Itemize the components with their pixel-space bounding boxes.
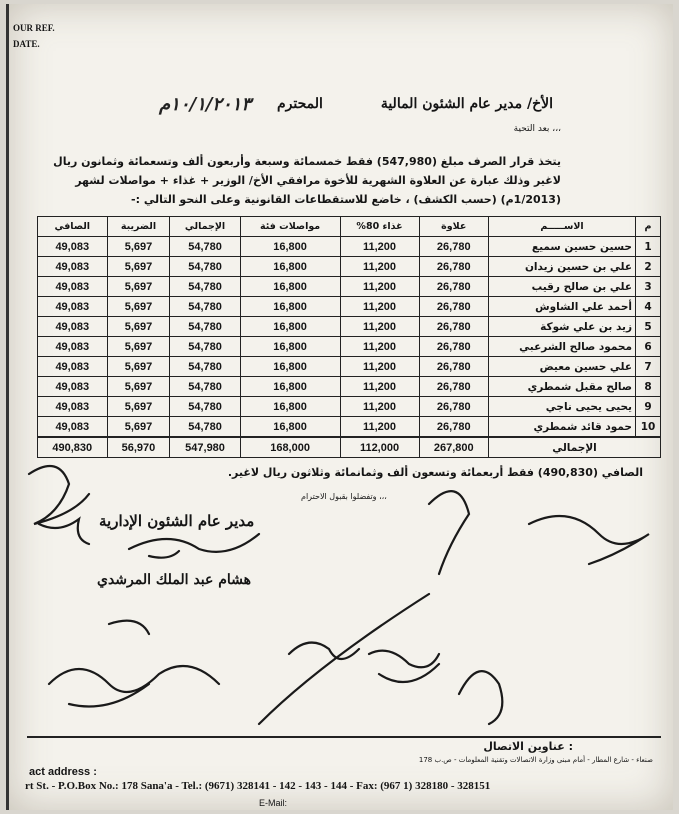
row-no: 2 (636, 257, 661, 277)
row-net: 49,083 (38, 277, 108, 297)
row-net: 49,083 (38, 317, 108, 337)
row-name: يحيى يحيى ناجي (489, 397, 636, 417)
row-no: 4 (636, 297, 661, 317)
row-tax: 5,697 (107, 377, 170, 397)
reference-block (13, 20, 55, 52)
honorific: المحترم (277, 96, 323, 112)
row-food: 11,200 (340, 297, 419, 317)
row-tax: 5,697 (107, 297, 170, 317)
row-name: حمود قائد شمطري (489, 417, 636, 438)
row-allowance: 26,780 (419, 257, 488, 277)
row-no: 9 (636, 397, 661, 417)
row-no: 1 (636, 237, 661, 257)
col-tax: الضريبة (107, 217, 170, 237)
signature-title: مدير عام الشئون الإدارية (99, 512, 255, 530)
table-row (38, 337, 661, 357)
handwritten-date: ١٠/١/٢٠١٣م (159, 94, 251, 115)
row-net: 49,083 (38, 397, 108, 417)
row-net: 49,083 (38, 237, 108, 257)
signature-lower-left (49, 621, 219, 707)
row-tax: 5,697 (107, 397, 170, 417)
row-name: حسين حسين سميع (489, 237, 636, 257)
row-allowance: 26,780 (419, 297, 488, 317)
row-allowance: 26,780 (419, 277, 488, 297)
col-no: م (636, 217, 661, 237)
recipient-line: الأخ/ مدير عام الشئون المالية (380, 96, 553, 112)
row-tax: 5,697 (107, 357, 170, 377)
payroll-table (37, 216, 661, 458)
table-row (38, 357, 661, 377)
row-total: 54,780 (170, 317, 240, 337)
table-row (38, 377, 661, 397)
row-food: 11,200 (340, 317, 419, 337)
row-allowance: 26,780 (419, 357, 488, 377)
row-allowance: 26,780 (419, 337, 488, 357)
ref-label: OUR REF. (13, 23, 55, 33)
total-allowance: 267,800 (419, 437, 488, 458)
row-no: 6 (636, 337, 661, 357)
greeting: بعد التحية ،،، (513, 124, 561, 134)
row-transport: 16,800 (240, 377, 340, 397)
row-total: 54,780 (170, 297, 240, 317)
total-tax: 56,970 (107, 437, 170, 458)
signature-right (429, 491, 649, 574)
row-total: 54,780 (170, 357, 240, 377)
table-row (38, 417, 661, 438)
row-name: علي بن صالح رقيب (489, 277, 636, 297)
row-name: زيد بن علي شوكة (489, 317, 636, 337)
row-food: 11,200 (340, 337, 419, 357)
net-amount-statement: الصافي (490,830) فقط أربعمائة وتسعون ألف وثمانمائة وثلاثون ريال لاغير. (227, 466, 643, 479)
row-tax: 5,697 (107, 237, 170, 257)
row-name: أحمد علي الشاوش (489, 297, 636, 317)
row-net: 49,083 (38, 357, 108, 377)
row-net: 49,083 (38, 257, 108, 277)
row-name: علي حسين معيض (489, 357, 636, 377)
row-transport: 16,800 (240, 237, 340, 257)
row-allowance: 26,780 (419, 417, 488, 438)
row-net: 49,083 (38, 337, 108, 357)
row-net: 49,083 (38, 377, 108, 397)
row-food: 11,200 (340, 397, 419, 417)
row-name: علي بن حسين زيدان (489, 257, 636, 277)
row-tax: 5,697 (107, 337, 170, 357)
total-food: 112,000 (340, 437, 419, 458)
row-food: 11,200 (340, 417, 419, 438)
row-tax: 5,697 (107, 277, 170, 297)
row-food: 11,200 (340, 377, 419, 397)
letter-page (6, 4, 673, 810)
col-transport: مواصلات فئة (240, 217, 340, 237)
row-no: 3 (636, 277, 661, 297)
row-tax: 5,697 (107, 417, 170, 438)
contact-heading-english: act address : (29, 766, 97, 778)
row-net: 49,083 (38, 417, 108, 438)
arabic-address: صنعاء - شارع المطار - أمام مبنى وزارة الاتصالات وتقنية المعلومات - ص.ب 178 (418, 756, 653, 764)
table-body (38, 237, 661, 458)
row-allowance: 26,780 (419, 377, 488, 397)
email-label: E-Mail: (259, 798, 288, 808)
address-line: rt St. - P.O.Box No.: 178 Sana'a - Tel.: (9671) 328141 - 142 - 143 - 144 - Fax: (967 1) 328180 - 328151 (25, 780, 491, 792)
body-paragraph: يتخذ قرار الصرف مبلغ (547,980) فقط خمسمائة وسبعة وأربعون ألف وتسعمائة وثمانون ريال لاغير وذلك عبارة عن العلاوة الشهرية للأخوة مرافقي الأخ/ الوزير + غذاء + مواصلات لشهر (1/2013م) (حسب الكشف) ، خاضع للاستقطاعات القانونية وعلى النحو التالي :- (53, 155, 561, 206)
total-transport: 168,000 (240, 437, 340, 458)
row-transport: 16,800 (240, 297, 340, 317)
contact-heading-arabic: عناوين الاتصال : (483, 740, 573, 753)
row-food: 11,200 (340, 237, 419, 257)
row-no: 8 (636, 377, 661, 397)
table-row (38, 297, 661, 317)
row-net: 49,083 (38, 297, 108, 317)
date-label: DATE. (13, 39, 40, 49)
row-tax: 5,697 (107, 257, 170, 277)
row-food: 11,200 (340, 277, 419, 297)
total-label: الإجمالي (489, 437, 661, 458)
row-transport: 16,800 (240, 257, 340, 277)
row-transport: 16,800 (240, 277, 340, 297)
row-food: 11,200 (340, 357, 419, 377)
table-row (38, 317, 661, 337)
row-food: 11,200 (340, 257, 419, 277)
signer-name: هشام عبد الملك المرشدي (97, 572, 252, 588)
row-total: 54,780 (170, 337, 240, 357)
table-row (38, 397, 661, 417)
signature-lower-right (459, 671, 502, 724)
row-transport: 16,800 (240, 417, 340, 438)
table-total-row (38, 437, 661, 458)
row-total: 54,780 (170, 397, 240, 417)
col-allowance: علاوة (419, 217, 488, 237)
total-total: 547,980 (170, 437, 240, 458)
total-net: 490,830 (38, 437, 108, 458)
table-header-row (38, 217, 661, 237)
row-allowance: 26,780 (419, 397, 488, 417)
row-allowance: 26,780 (419, 237, 488, 257)
col-name: الاســـــم (489, 217, 636, 237)
col-net: الصافي (38, 217, 108, 237)
row-allowance: 26,780 (419, 317, 488, 337)
row-name: صالح مقبل شمطري (489, 377, 636, 397)
signature-diagonal (259, 594, 429, 724)
row-total: 54,780 (170, 237, 240, 257)
row-transport: 16,800 (240, 317, 340, 337)
row-transport: 16,800 (240, 337, 340, 357)
row-transport: 16,800 (240, 397, 340, 417)
table-row (38, 237, 661, 257)
approval-note: وتفضلوا بقبول الاحترام ،،، (301, 492, 387, 501)
row-name: محمود صالح الشرعبي (489, 337, 636, 357)
row-no: 7 (636, 357, 661, 377)
signature-lower-middle (289, 643, 439, 682)
row-no: 10 (636, 417, 661, 438)
row-total: 54,780 (170, 257, 240, 277)
row-total: 54,780 (170, 417, 240, 438)
col-food: غذاء 80% (340, 217, 419, 237)
row-transport: 16,800 (240, 357, 340, 377)
table-row (38, 277, 661, 297)
row-tax: 5,697 (107, 317, 170, 337)
footer-divider (27, 736, 661, 738)
signature-left-top (29, 466, 89, 544)
signature-center (129, 534, 259, 558)
col-total: الإجمالي (170, 217, 240, 237)
row-no: 5 (636, 317, 661, 337)
table-row (38, 257, 661, 277)
row-total: 54,780 (170, 377, 240, 397)
row-total: 54,780 (170, 277, 240, 297)
